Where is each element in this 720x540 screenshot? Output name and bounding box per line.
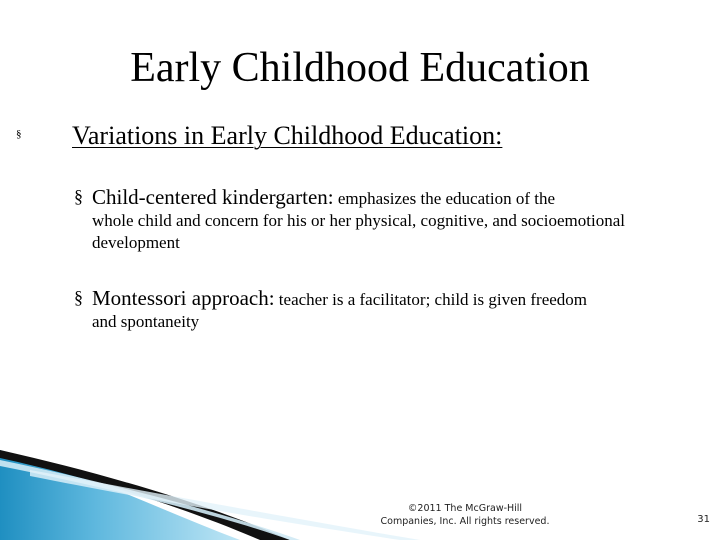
copyright-footer — [330, 502, 600, 528]
page-number: 31 — [697, 514, 710, 525]
slide-title: Early Childhood Education — [130, 45, 590, 91]
copyright-line-1: ©2011 The McGraw-Hill — [407, 503, 523, 514]
copyright-line-2: Companies, Inc. All rights reserved. — [380, 516, 550, 527]
bullet-marker: § — [74, 287, 83, 307]
sub-bullet-term: Montessori approach: — [92, 286, 275, 310]
main-bullet-text: Variations in Early Childhood Education: — [72, 121, 503, 150]
sub-bullet-description: teacher is a facilitator; child is given freedom — [274, 290, 588, 309]
bullet-marker: § — [74, 186, 83, 206]
sub-bullet-term: Child-centered kindergarten: — [92, 185, 334, 209]
sub-bullet-description-continued: and spontaneity — [92, 312, 200, 331]
sub-bullet-description-continued: whole child and concern for his or her physical, cognitive, and socioemotional development — [92, 211, 625, 252]
sub-bullet-description: emphasizes the education of the — [333, 189, 555, 208]
bullet-marker: § — [16, 128, 22, 140]
